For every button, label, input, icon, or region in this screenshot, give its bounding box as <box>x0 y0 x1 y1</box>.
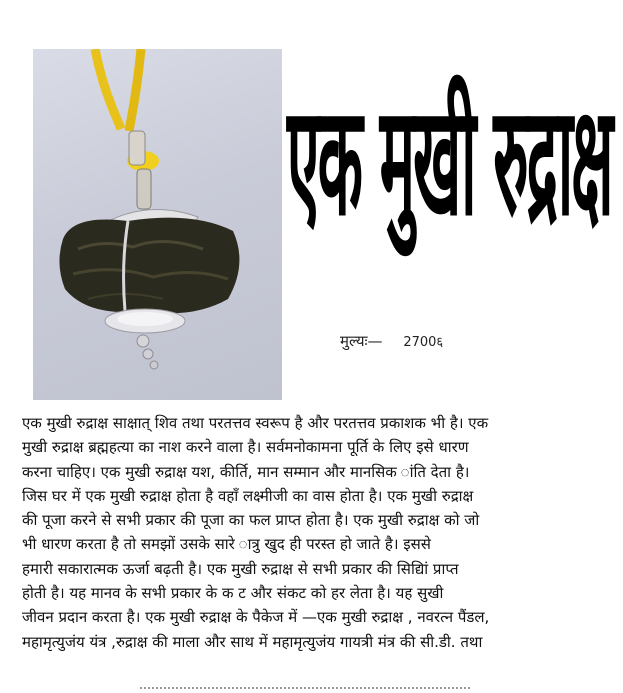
paragraph-line: की पूजा करने से सभी प्रकार की पूजा का फल प्राप्त होता है। एक मुखी रुद्राक्ष को जो <box>22 511 480 530</box>
cut-off-text-edge <box>140 687 470 692</box>
paragraph-line: महामृत्युजंय यंत्र ,रुद्राक्ष की माला और साथ में महामृत्युजंय गायत्री मंत्र की सी.डी. तथा <box>22 632 483 651</box>
product-title <box>287 73 612 286</box>
paragraph-line: करना चाहिए। एक मुखी रुद्राक्ष यश, कीर्ति, मान सम्मान और मानसिक ांति देता है। <box>22 462 470 481</box>
product-title-text: एक मुखी रुद्राक्ष <box>287 73 612 251</box>
paragraph-line: जिस घर में एक मुखी रुद्राक्ष होता है वहॉं लक्ष्मीजी का वास होता है। एक मुखी रुद्राक्ष <box>22 486 474 505</box>
price-amount: 2700६ <box>403 335 444 350</box>
price-line <box>340 331 443 351</box>
paragraph-line: जीवन प्रदान करता है। एक मुखी रुद्राक्ष के पैकेज में —एक मुखी रुद्राक्ष , नवरत्न पैंडल, <box>22 608 490 627</box>
paragraph-line: मुखी रुद्राक्ष ब्रह्महत्या का नाश करने वाला है। सर्वमनोकामना पूर्ति के लिए इसे धारण <box>22 438 469 457</box>
price-label: मुल्यः— <box>340 332 383 350</box>
paragraph-line: होती है। यह मानव के सभी प्रकार के क ट और संकट को हर लेता है। यह सुखी <box>22 584 444 603</box>
paragraph-line: हमारी सकारात्मक ऊर्जा बढ़ती है। एक मुखी रुद्राक्ष से सभी प्रकार की सिद्यिां प्राप्त <box>22 559 459 578</box>
rudraksha-photo <box>33 49 282 400</box>
paragraph-line: एक मुखी रुद्राक्ष साक्षात् शिव तथा परतत्तव स्वरूप है और परतत्तव प्रकाशक भी है। एक <box>22 414 489 432</box>
paragraph-line: भी धारण करता है तो समझों उसके सारे ात्रु खुद ही परस्त हो जाते है। इससे <box>22 535 431 554</box>
description-paragraph <box>22 411 611 654</box>
